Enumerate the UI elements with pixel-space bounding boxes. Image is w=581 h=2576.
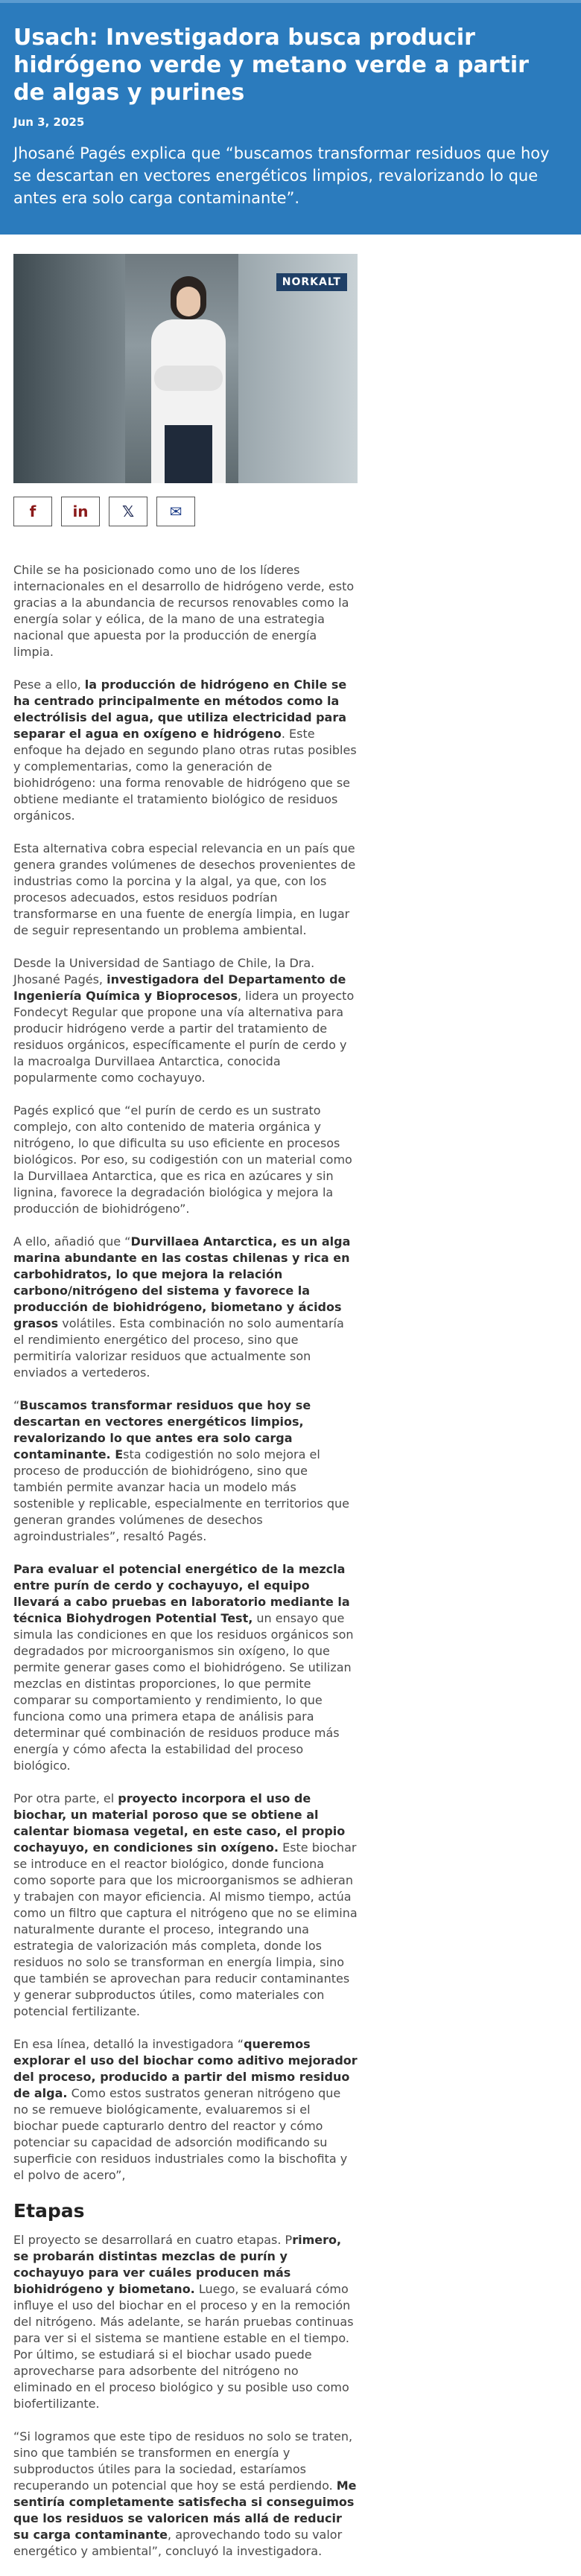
paragraph-9 [13, 1791, 358, 2020]
x-icon: 𝕏 [121, 503, 135, 520]
emphasis: Durvillaea Antarctica, es un alga marina abundante en las costas chilenas y rica en carbohidratos, lo que mejora la relación carbono/nitrógeno del sistema y favorece la producción de biohidrógeno, biometano y ácidos grasos [13, 1234, 351, 1330]
emphasis: Buscamos transformar residuos que hoy se descartan en vectores energéticos limpios, revalorizando lo que antes era solo carga contaminante. E [13, 1398, 311, 1461]
text: Por otra parte, el [13, 1791, 118, 1805]
text: Desde la Universidad de Santiago de Chile, la Dra. Jhosané Pagés, [13, 956, 315, 986]
share-x-button[interactable] [109, 497, 147, 526]
text: un ensayo que simula las condiciones en que los residuos orgánicos son degradados por microorganismos sin oxígeno, lo que permite generar gases como el biohidrógeno. Se utilizan mezclas en distintas proporciones, lo que permite comparar su comportamiento y rendimiento, lo que funciona como una primera etapa de análisis para determinar qué combinación de residuos produce más energía y cómo afecta la estabilidad del proceso biológico. [13, 1611, 354, 1773]
section-heading-etapas: Etapas [13, 2200, 85, 2222]
text: , lidera un proyecto Fondecyt Regular que propone una vía alternativa para producir hidrógeno verde a partir del tratamiento de residuos orgánicos, específicamente el purín de cerdo y la macroalga Durvillaea Antarctica, conocida popularmente como cochayuyo. [13, 989, 355, 1085]
paragraph-1: Chile se ha posicionado como uno de los líderes internacionales en el desarrollo de hidrógeno verde, esto gracias a la abundancia de recursos renovables como la energía solar y eólica, de la mano de una estrategia nacional que apuesta por la producción de energía limpia. [13, 563, 355, 659]
text: sta codigestión no solo mejora el proceso de producción de biohidrógeno, sino que también permite avanzar hacia un modelo más sostenible y replicable, especialmente en territorios que generan grandes volúmenes de desechos agroindustriales”, resaltó Pagés. [13, 1447, 349, 1543]
crossed-arms [154, 366, 223, 391]
researcher-figure [151, 276, 226, 483]
article-lead: Jhosané Pagés explica que “buscamos transformar residuos que hoy se descartan en vectores energéticos limpios, revalorizando lo que antes era solo carga contaminante”. [13, 144, 550, 207]
text: Pese a ello, [13, 678, 85, 692]
emphasis: Me sentiría completamente satisfecha si conseguimos que los residuos se valoricen más allá de reducir su carga contaminante [13, 2478, 357, 2542]
paragraph-11 [13, 2232, 358, 2412]
article-content [0, 254, 371, 2560]
emphasis: proyecto incorpora el uso de biochar, un material poroso que se obtiene al calentar biomasa vegetal, en este caso, el propio cochayuyo, en condiciones sin oxígeno. [13, 1791, 346, 1855]
paragraph-10 [13, 2036, 358, 2184]
text: A ello, añadió que “ [13, 1234, 131, 1249]
paragraph-8 [13, 1561, 358, 1774]
text: El proyecto se desarrollará en cuatro etapas. P [13, 2233, 293, 2247]
paragraph-6 [13, 1234, 358, 1381]
share-facebook-button[interactable] [13, 497, 52, 526]
emphasis: queremos explorar el uso del biochar como aditivo mejorador del proceso, producido a partir del mismo residuo de alga. [13, 2037, 358, 2100]
text: volátiles. Esta combinación no solo aumentaría el rendimiento energético del proceso, sino que permitiría valorizar residuos que actualmente son enviados a vertederos. [13, 1316, 344, 1380]
text: En esa línea, detalló la investigadora “ [13, 2037, 244, 2051]
text: , aprovechando todo su valor energético y ambiental”, concluyó la investigadora. [13, 2528, 343, 2558]
emphasis: rimero, se probarán distintas mezclas de purín y cochayuyo para ver cuáles producen más biohidrógeno y biometano. [13, 2233, 342, 2296]
emphasis: investigadora del Departamento de Ingeniería Química y Bioprocesos [13, 972, 346, 1003]
paragraph-5: Pagés explicó que “el purín de cerdo es un sustrato complejo, con alto contenido de materia orgánica y nitrógeno, lo que dificulta su uso eficiente en procesos biológicos. Por eso, su codigestión con un material como la Durvillaea Antarctica, que es rica en azúcares y sin lignina, favorece la degradación biológica y mejora la producción de biohidrógeno”. [13, 1103, 352, 1216]
lab-background-left [13, 254, 125, 483]
text: “Si logramos que este tipo de residuos no solo se traten, sino que también se transformen en energía y subproductos útiles para la sociedad, estaríamos recuperando un potencial que hoy se está perdiendo. [13, 2429, 353, 2493]
paragraph-4 [13, 955, 358, 1086]
text: “ [13, 1398, 20, 1412]
article-header [0, 0, 581, 235]
article-title: Usach: Investigadora busca producir hidrógeno verde y metano verde a partir de algas y purines [13, 25, 529, 106]
face [177, 287, 200, 316]
share-bar [13, 497, 358, 526]
emphasis: la producción de hidrógeno en Chile se ha centrado principalmente en métodos como la electrólisis del agua, que utiliza electricidad para separar el agua en oxígeno e hidrógeno [13, 678, 347, 741]
paragraph-2 [13, 677, 358, 824]
facebook-icon: f [29, 503, 36, 520]
publish-date: Jun 3, 2025 [13, 115, 85, 129]
email-icon: ✉ [169, 503, 182, 520]
text: Luego, se evaluará cómo influye el uso del biochar en el proceso y en la remoción del nitrógeno. Más adelante, se harán pruebas continuas para ver si el sistema se mantiene estable en el tiempo. Por último, se estudiará si el biochar usado puede aprovecharse para adsorbente del nitrógeno no eliminado en el proceso biológico y su posible uso como biofertilizante. [13, 2282, 354, 2411]
text: Este biochar se introduce en el reactor biológico, donde funciona como soporte para que los microorganismos se adhieran y trabajen con mayor eficiencia. Al mismo tiempo, actúa como un filtro que captura el nitrógeno que no se elimina naturalmente durante el proceso, integrando una estrategia de valorización más completa, donde los residuos no solo se transforman en energía limpia, sino que también se aprovechan para reducir contaminantes y generar subproductos útiles, como materiales con potencial fertilizante. [13, 1840, 358, 2018]
pants [165, 425, 212, 483]
text: . Este enfoque ha dejado en segundo plano otras rutas posibles y complementarias, como la generación de biohidrógeno: una forma renovable de hidrógeno que se obtiene mediante el tratamiento biológico de residuos orgánicos. [13, 727, 357, 823]
emphasis: Para evaluar el potencial energético de la mezcla entre purín de cerdo y cochayuyo, el equipo llevará a cabo pruebas en laboratorio mediante la técnica Biohydrogen Potential Test, [13, 1562, 350, 1625]
linkedin-icon: in [72, 503, 89, 520]
text: Como estos sustratos generan nitrógeno que no se remueve biológicamente, evaluaremos si el biochar puede capturarlo dentro del reactor y cómo potenciar su capacidad de adsorción modificando su superficie con residuos industriales como la bischofita y el polvo de acero”, [13, 2086, 348, 2182]
share-linkedin-button[interactable] [61, 497, 100, 526]
share-email-button[interactable] [156, 497, 195, 526]
paragraph-7 [13, 1397, 358, 1545]
lab-sign: NORKALT [276, 273, 347, 291]
paragraph-12 [13, 2429, 358, 2560]
paragraph-3: Esta alternativa cobra especial relevancia en un país que genera grandes volúmenes de desechos provenientes de industrias como la porcina y la algal, ya que, con los procesos adecuados, estos residuos podrían transformarse en una fuente de energía limpia, en lugar de seguir representando un problema ambiental. [13, 841, 356, 937]
hero-image [13, 254, 358, 483]
